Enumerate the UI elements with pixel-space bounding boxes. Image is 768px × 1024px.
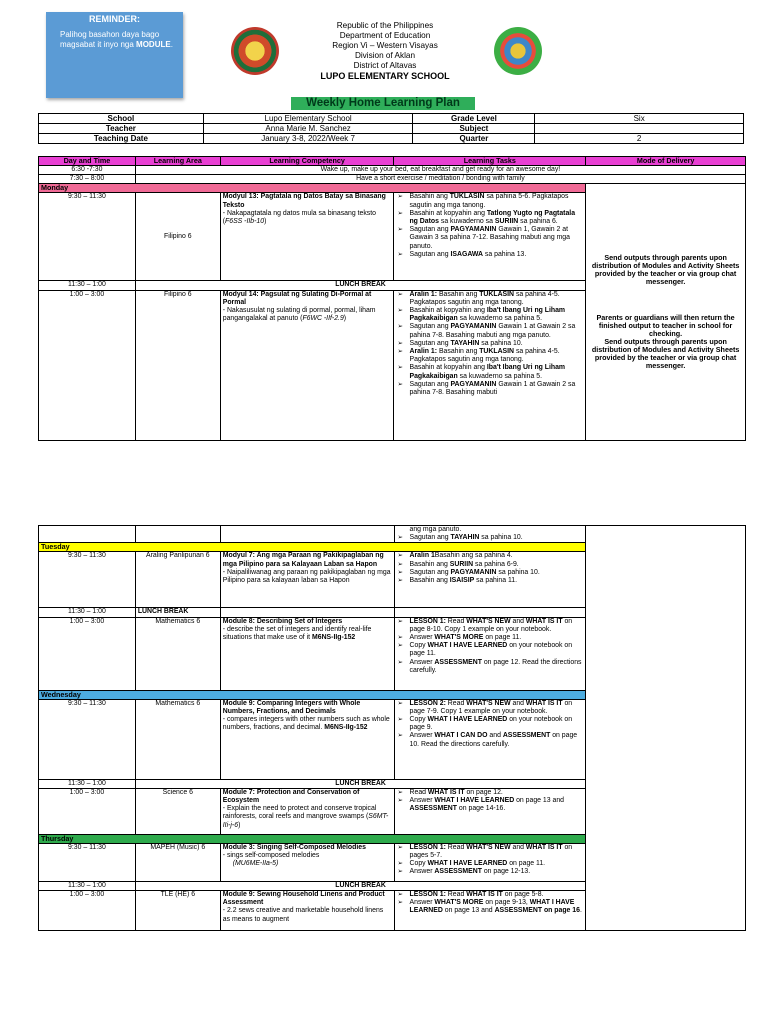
competency-cell: Module 3: Singing Self-Composed Melodies - sings self-composed melodies (MU6ME-IIa-5) — [220, 843, 394, 881]
reminder-text: Palihog basahon daya bago magsabat it inyo nga MODULE. — [60, 30, 173, 49]
task-list — [396, 193, 583, 259]
header-line: Republic of the Philippines — [336, 21, 434, 30]
task-list — [397, 891, 584, 916]
time-cell: 11:30 – 1:00 — [39, 281, 136, 290]
info-value — [535, 124, 744, 134]
tasks-cell — [394, 290, 586, 440]
column-header: Learning Area — [135, 157, 220, 166]
info-label: School — [39, 114, 204, 124]
time-cell: 1:00 – 3:00 — [39, 617, 136, 690]
task-item: ➢ LESSON 2: Read WHAT'S NEW and WHAT IS IT on page 7-9. Copy 1 example on your notebook. — [397, 700, 584, 716]
routine-text: Have a short exercise / meditation / bonding with family — [135, 175, 745, 184]
task-item: ➢ Answer WHAT I HAVE LEARNED on page 13 and ASSESSMENT on page 14-16. — [397, 797, 584, 813]
lunch-break: LUNCH BREAK — [135, 281, 585, 290]
day-label-tuesday: Tuesday — [39, 543, 586, 552]
time-cell: 9:30 – 11:30 — [39, 552, 136, 608]
day-label-thursday: Thursday — [39, 834, 586, 843]
lunch-break: LUNCH BREAK — [135, 608, 220, 617]
time-cell: 11:30 – 1:00 — [39, 608, 136, 617]
info-value: Lupo Elementary School — [203, 114, 413, 124]
tasks-cell — [394, 552, 586, 608]
column-header: Mode of Delivery — [586, 157, 746, 166]
competency-cell: Modyul 14: Pagsulat ng Sulating Di-Pormal at Pormal - Nakasusulat ng sulating di pormal, pormal, liham pangangalakal at panuto (F6WC -IIf-2.9) — [220, 290, 394, 440]
task-item: ➢ LESSON 1: Read WHAT IS IT on page 5-8. — [397, 891, 584, 899]
task-item: ang mga panuto. — [409, 526, 462, 533]
school-name: LUPO ELEMENTARY SCHOOL — [320, 71, 450, 82]
school-seal-logo — [494, 27, 542, 75]
task-item: ➢ Sagutan ang PAGYAMANIN sa pahina 10. — [397, 569, 584, 577]
info-label: Teaching Date — [39, 134, 204, 144]
info-label: Grade Level — [413, 114, 535, 124]
task-item: ➢ Answer WHAT'S MORE on page 11. — [397, 634, 584, 642]
time-cell: 1:00 – 3:00 — [39, 788, 136, 834]
task-item: ➢ Copy WHAT I HAVE LEARNED on your notebook on page 9. — [397, 716, 584, 732]
competency-cell: Module 9: Comparing Integers with Whole Numbers, Fractions, and Decimals - compares integers with other numbers such as whole numbers, fractions, and decimal. M6NS-IIg-152 — [220, 699, 394, 779]
time-cell: 9:30 – 11:30 — [39, 699, 136, 779]
deped-seal-logo — [231, 27, 279, 75]
tasks-cell — [394, 617, 586, 690]
task-item: ➢ Basahin ang TUKLASIN sa pahina 5-6. Pagkatapos sagutin ang mga tanong. — [396, 193, 583, 209]
tasks-cell — [394, 891, 586, 931]
reminder-title: REMINDER: — [89, 14, 140, 24]
task-item: ➢ Aralin 1Basahin ang sa pahina 4. — [397, 552, 584, 560]
task-item: ➢ Basahin ang ISAISIP sa pahina 11. — [397, 577, 584, 585]
info-label: Subject — [413, 124, 535, 134]
info-value: January 3-8, 2022/Week 7 — [203, 134, 413, 144]
lunch-break: LUNCH BREAK — [135, 881, 585, 890]
tasks-cell — [394, 843, 586, 881]
plan-table-page-2 — [38, 525, 746, 931]
task-item: ➢ LESSON 1: Read WHAT'S NEW and WHAT IS IT on page 8-10. Copy 1 example on your notebook. — [397, 618, 584, 634]
learning-area: Mathematics 6 — [135, 699, 220, 779]
learning-area: Science 6 — [135, 788, 220, 834]
task-item: ➢ Copy WHAT I HAVE LEARNED on page 11. — [397, 860, 584, 868]
task-item: ➢ Copy WHAT I HAVE LEARNED on your notebook on page 11. — [397, 642, 584, 658]
time-cell: 11:30 – 1:00 — [39, 881, 136, 890]
time-cell: 1:00 – 3:00 — [39, 891, 136, 931]
learning-area: Filipino 6 — [135, 290, 220, 440]
task-list — [397, 844, 584, 877]
task-item: ➢ Sagutan ang PAGYAMANIN Gawain 1 at Gawain 2 sa pahina 7-8. Basahing mabuti ang mga panuto. — [396, 323, 583, 339]
delivery-cell — [586, 184, 746, 440]
task-item: ➢ Answer ASSESSMENT on page 12-13. — [397, 868, 584, 876]
tasks-cell — [394, 699, 586, 779]
header-line: District of Altavas — [353, 61, 417, 71]
info-value: Anna Marie M. Sanchez — [203, 124, 413, 134]
delivery-text: Send outputs through parents upon distribution of Modules and Activity Sheets provided by the teacher or via group chat messenger. — [591, 253, 740, 286]
column-header: Day and Time — [39, 157, 136, 166]
routine-text: Wake up, make up your bed, eat breakfast and get ready for an awesome day! — [135, 166, 745, 175]
time-cell: 9:30 – 11:30 — [39, 193, 136, 281]
plan-table-page-1 — [38, 156, 746, 441]
task-item: ➢ Basahin at kopyahin ang Iba't Ibang Uri ng Liham Pagkakaibigan sa kuwaderno sa pahina 5. — [396, 307, 583, 323]
task-item: ➢ Aralin 1: Basahin ang TUKLASIN sa pahina 4-5. Pagkatapos sagutin ang mga tanong. — [396, 291, 583, 307]
task-item: ➢ Sagutan ang TAYAHIN sa pahina 10. — [396, 340, 583, 348]
delivery-text: Parents or guardians will then return the finished output to teacher in school for checking. Send outputs through parents upon distribution of Modules and Activity Sheets provided by the teacher or via group chat messenger. — [591, 313, 740, 370]
competency-cell: Modyul 7: Ang mga Paraan ng Pakikipaglaban ng mga Pilipino para sa Kalayaan Laban sa Hapon - Naipaliliwanag ang paraan ng pakikipaglaban ng mga Pilipino para sa kalayaan laban sa Hapon — [220, 552, 394, 608]
info-value: Six — [535, 114, 744, 124]
info-table — [38, 113, 744, 144]
task-item: ➢ Sagutan ang ISAGAWA sa pahina 13. — [396, 251, 583, 259]
tasks-cell — [394, 526, 586, 543]
lunch-break: LUNCH BREAK — [135, 779, 585, 788]
task-item: ➢ Basahin at kopyahin ang Tatlong Yugto ng Pagtatala ng Datos sa kuwaderno sa SURIIN sa pahina 6. — [396, 210, 583, 226]
day-label-wednesday: Wednesday — [39, 690, 586, 699]
competency-cell: Module 7: Protection and Conservation of Ecosystem - Explain the need to protect and conserve tropical rainforests, coral reefs and mangrove swamps (S6MT-IIi-j-6) — [220, 788, 394, 834]
learning-area: Araling Panlipunan 6 — [135, 552, 220, 608]
tasks-cell — [394, 193, 586, 281]
competency-cell: Module 8: Describing Set of Integers - describe the set of integers and identify real-life situations that make use of it M6NS-IIg-152 — [220, 617, 394, 690]
task-list — [397, 618, 584, 675]
task-item: ➢ Aralin 1: Basahin ang TUKLASIN sa pahina 4-5. Pagkatapos sagutin ang mga tanong. — [396, 348, 583, 364]
time-cell: 7:30 – 8:00 — [39, 175, 136, 184]
learning-area: Mathematics 6 — [135, 617, 220, 690]
time-cell: 9:30 – 11:30 — [39, 843, 136, 881]
header-line: Department of Education — [339, 31, 431, 41]
header-line: Region Vi – Western Visayas — [332, 41, 438, 51]
learning-area: Filipino 6 — [135, 193, 220, 281]
learning-area: MAPEH (Music) 6 — [135, 843, 220, 881]
day-label-monday: Monday — [39, 184, 586, 193]
plan-title: Weekly Home Learning Plan — [291, 97, 475, 110]
document-header — [290, 21, 480, 82]
info-label: Quarter — [413, 134, 535, 144]
time-cell: 1:00 – 3:00 — [39, 290, 136, 440]
task-list — [397, 789, 584, 814]
learning-area: TLE (HE) 6 — [135, 891, 220, 931]
info-label: Teacher — [39, 124, 204, 134]
info-value: 2 — [535, 134, 744, 144]
task-item: ➢ Read WHAT IS IT on page 12. — [397, 789, 584, 797]
tasks-cell — [394, 788, 586, 834]
task-item: ➢ Sagutan ang PAGYAMANIN Gawain 1 at Gawain 2 sa pahina 7-8. Basahing mabuti — [396, 381, 583, 397]
task-item: ➢ Basahin ang SURIIN sa pahina 6-9. — [397, 561, 584, 569]
task-item: ➢ Basahin at kopyahin ang Iba't Ibang Uri ng Liham Pagkakaibigan sa kuwaderno sa pahina 5. — [396, 364, 583, 380]
task-item: ➢ LESSON 1: Read WHAT'S NEW and WHAT IS IT on pages 5-7. — [397, 844, 584, 860]
header-line: Division of Aklan — [354, 51, 416, 61]
reminder-box — [46, 12, 183, 98]
task-item: ➢ Sagutan ang PAGYAMANIN Gawain 1, Gawain 2 at Gawain 3 sa pahina 7-12. Basahing mabuti ang mga panuto. — [396, 226, 583, 251]
task-list — [397, 700, 584, 749]
delivery-cell — [586, 526, 746, 931]
task-item: ➢ Answer WHAT I CAN DO and ASSESSMENT on page 10. Read the directions carefully. — [397, 732, 584, 748]
task-item: ➢ Sagutan ang TAYAHIN sa pahina 10. — [397, 534, 584, 542]
task-list — [397, 552, 584, 585]
column-header: Learning Competency — [220, 157, 394, 166]
time-cell: 11:30 – 1:00 — [39, 779, 136, 788]
task-list — [396, 291, 583, 398]
competency-cell: Modyul 13: Pagtatala ng Datos Batay sa Binasang Teksto - Nakapagtatala ng datos mula sa binasang teksto (F6SS -IIb-10) — [220, 193, 394, 281]
time-cell: 6:30 -7:30 — [39, 166, 136, 175]
task-item: ➢ Answer WHAT'S MORE on page 9-13, WHAT I HAVE LEARNED on page 13 and ASSESSMENT on page 16. — [397, 899, 584, 915]
column-header: Learning Tasks — [394, 157, 586, 166]
task-item: ➢ Answer ASSESSMENT on page 12. Read the directions carefully. — [397, 659, 584, 675]
competency-cell: Module 9: Sewing Household Linens and Product Assessment - 2.2 sews creative and marketable household linens as means to augment — [220, 891, 394, 931]
task-list — [397, 526, 584, 542]
